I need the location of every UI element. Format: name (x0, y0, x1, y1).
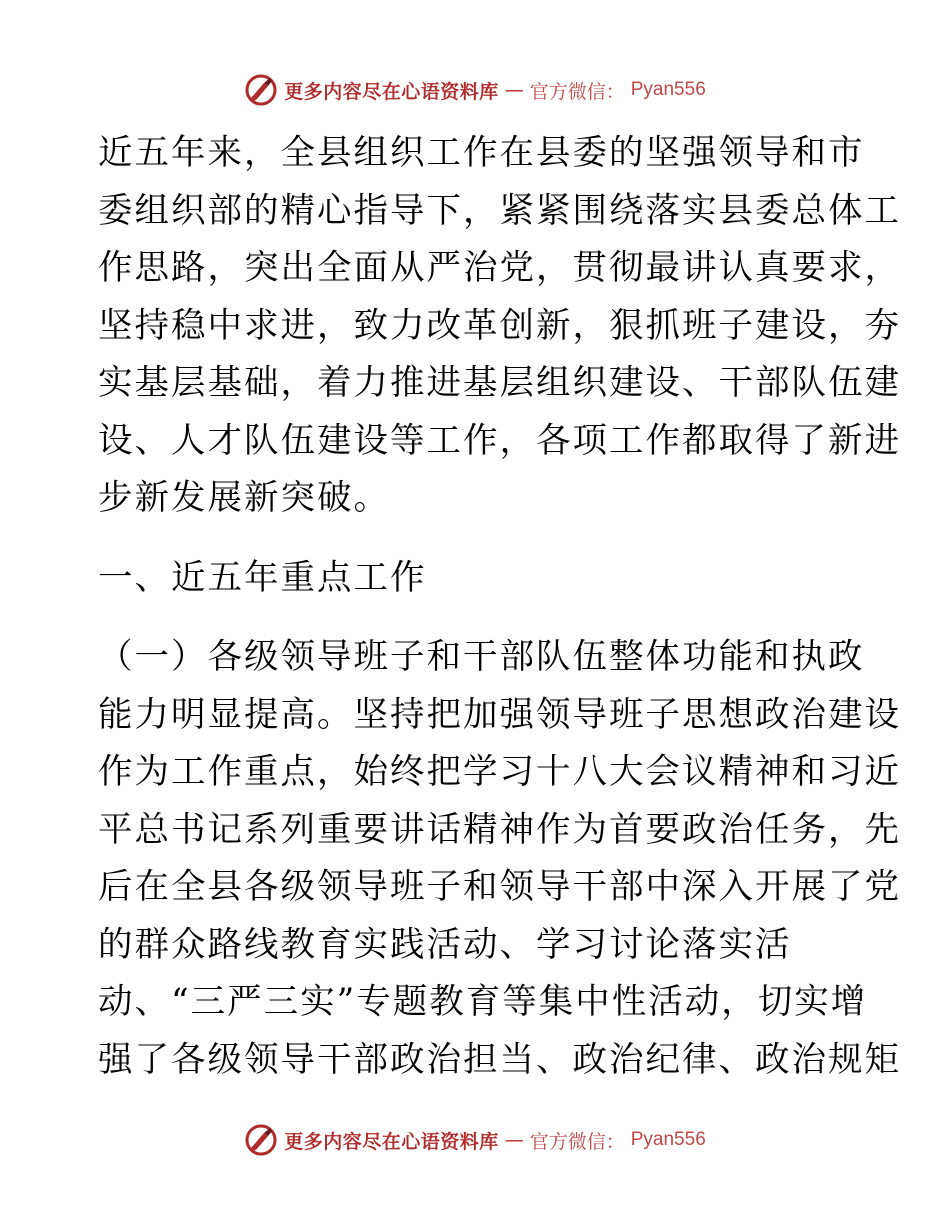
text-line: 坚持稳中求进，致力改革创新，狠抓班子建设，夯 (98, 305, 901, 346)
text-line: 后在全县各级领导班子和领导干部中深入开展了党 (98, 867, 901, 907)
text-line: 作为工作重点，始终把学习十八大会议精神和习近 (98, 752, 901, 792)
brush-logo-icon (244, 73, 278, 107)
text-line: 步新发展新突破。 (98, 478, 390, 518)
text-line: （一）各级领导班子和干部队伍整体功能和执政 (98, 637, 865, 677)
watermark-dash: — (504, 79, 524, 101)
heading-line: 一、近五年重点工作 (98, 557, 427, 598)
text-line: 能力明显提高。坚持把加强领导班子思想政治建设 (98, 694, 901, 735)
brush-logo-icon (244, 1123, 278, 1157)
text-line: 设、人才队伍建设等工作，各项工作都取得了新进 (98, 420, 901, 461)
text-line: 作思路，突出全面从严治党，贯彻最讲认真要求， (98, 248, 901, 288)
watermark-sub-text: 官方微信： (529, 1130, 625, 1153)
watermark-footer (0, 1120, 950, 1160)
text-line: 平总书记系列重要讲话精神作为首要政治任务，先 (98, 809, 901, 850)
watermark-main-text: 更多内容尽在心语资料库 (284, 1130, 499, 1153)
watermark-header (0, 70, 950, 110)
watermark-wechat-id: Pyan556 (630, 79, 706, 100)
watermark-sub-text: 官方微信： (529, 80, 625, 103)
document-body (98, 125, 901, 1089)
watermark-main-text: 更多内容尽在心语资料库 (284, 80, 499, 103)
text-line: 的群众路线教育实践活动、学习讨论落实活 (98, 924, 792, 965)
text-line: 委组织部的精心指导下，紧紧围绕落实县委总体工 (98, 190, 901, 231)
paragraph-intro (98, 125, 901, 528)
paragraph-section-one (98, 629, 901, 1089)
watermark-wechat-id: Pyan556 (630, 1129, 706, 1150)
text-line: 强了各级领导干部政治担当、政治纪律、政治规矩 (98, 1039, 901, 1080)
section-heading (98, 550, 858, 608)
text-line: 动、“三严三实”专题教育等集中性活动，切实增 (98, 982, 868, 1022)
text-line: 实基层基础，着力推进基层组织建设、干部队伍建 (98, 363, 901, 403)
watermark-dash: — (504, 1129, 524, 1151)
text-line: 近五年来，全县组织工作在县委的坚强领导和市 (98, 133, 865, 173)
